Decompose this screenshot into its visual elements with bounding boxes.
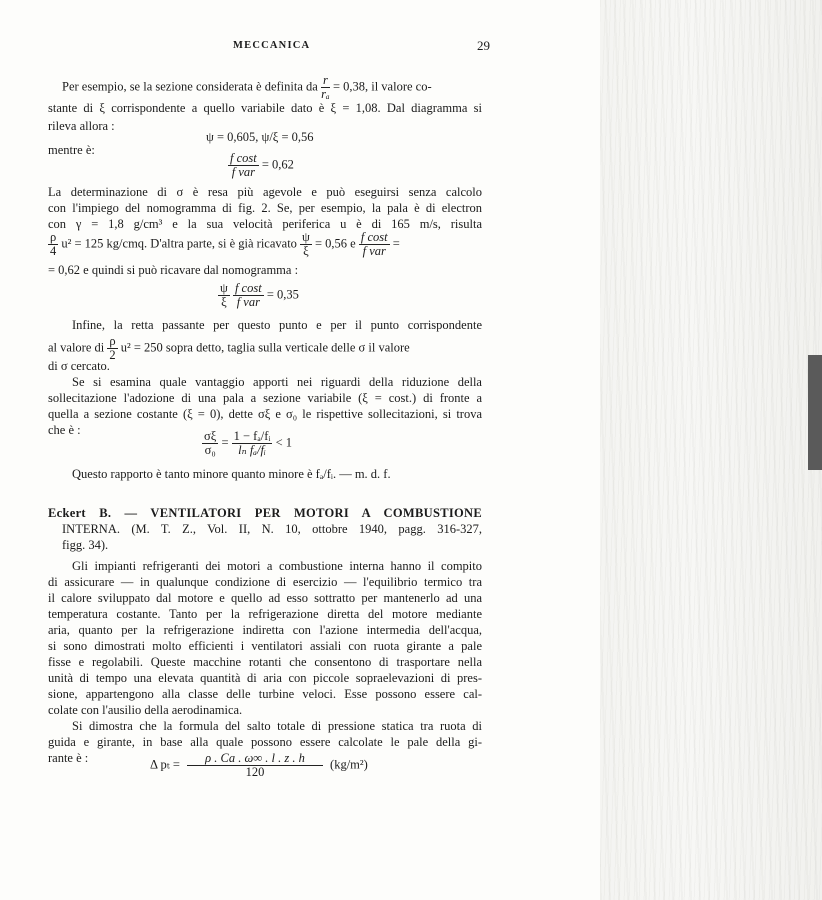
header-title: MECCANICA	[233, 40, 311, 51]
fraction-denominator: 2	[109, 348, 116, 362]
fraction-denominator: rₐ	[321, 87, 330, 101]
text-line: unità di tempo una elevata quantità di aria con piccole sopraelevazioni di pres-	[48, 671, 482, 685]
fraction	[233, 282, 264, 309]
text-line: con γ = 1,8 g/cm³ e la sua velocità periferica u è di 165 m/s, risulta	[48, 217, 482, 231]
equation-unit: (kg/m²)	[330, 757, 368, 772]
fraction	[202, 430, 218, 457]
equation-value: = 0,62	[261, 157, 294, 172]
text-line: Si dimostra che la formula del salto totale di pressione statica tra ruota di	[72, 719, 482, 733]
fraction	[228, 152, 259, 179]
fraction-denominator: ξ	[221, 295, 227, 309]
fraction-numerator: 1 − fₐ/fᵢ	[233, 429, 271, 443]
fraction-denominator: ξ	[303, 244, 309, 258]
text-line: con l'impiego del nomogramma di fig. 2. Se, per esempio, la pala è di electron	[48, 201, 482, 215]
text-line	[48, 231, 400, 258]
equation-lhs: Δ pₜ =	[150, 757, 180, 772]
text-line: Gli impianti refrigeranti dei motori a combustione interna hanno il compito	[72, 559, 482, 573]
text-line: di assicurare — in qualunque condizione di esercizio — l'equilibrio termico tra	[48, 575, 482, 589]
text-line: quella a sezione costante (ξ = 0), dette σξ e σ₀ le rispettive sollecitazioni, si trova	[48, 407, 482, 421]
fraction	[218, 282, 230, 309]
text-span: = 0,56 e	[315, 236, 356, 251]
equation	[150, 752, 368, 779]
equation-value: = 0,35	[266, 287, 299, 302]
text-line: guida e girante, in base alla quale possono essere calcolate le pale della gi-	[48, 735, 482, 749]
text-span: Per esempio, se la sezione considerata è definita da	[62, 79, 318, 94]
text-line: temperatura costante. Tanto per la refrigerazione diretta del motore mediante	[48, 607, 482, 621]
fraction-denominator: 120	[245, 765, 265, 779]
article-heading: Eckert B. — VENTILATORI PER MOTORI A COMBUSTIONE	[48, 506, 482, 520]
fraction-numerator: f cost	[230, 151, 257, 165]
equation	[228, 152, 294, 179]
fraction	[359, 231, 390, 258]
text-line: = 0,62 e quindi si può ricavare dal nomogramma :	[48, 263, 299, 277]
fraction-numerator: ψ	[302, 230, 310, 244]
fraction	[321, 74, 330, 101]
text-line: si sono dimostrati molto efficienti i ventilatori assiali con ruota girante a pale	[48, 639, 482, 653]
page-stack-edge	[600, 0, 822, 900]
fraction-denominator: f var	[362, 244, 386, 258]
fraction	[48, 231, 58, 258]
text-span: u² = 250 sopra detto, taglia sulla verticale delle σ il valore	[120, 340, 410, 355]
text-span: = 0,38, il valore co-	[332, 79, 432, 94]
fraction-numerator: σξ	[204, 429, 217, 443]
fraction-numerator: f cost	[234, 281, 262, 295]
text-line: sollecitazione l'adozione di una pala a sezione variabile (ξ = cost.) di fronte a	[48, 391, 482, 405]
text-span: =	[392, 236, 400, 251]
page-header	[48, 38, 490, 56]
text-line	[62, 74, 432, 101]
equation-value: < 1	[275, 435, 292, 450]
page-number: 29	[477, 38, 490, 53]
text-line: Questo rapporto è tanto minore quanto minore è fₐ/fᵢ. — m. d. f.	[72, 467, 391, 481]
fraction-numerator: r	[322, 73, 328, 87]
fraction-numerator: ψ	[220, 281, 228, 295]
text-line: Infine, la retta passante per questo punto e per il punto corrispondente	[72, 318, 482, 332]
article-citation: INTERNA. (M. T. Z., Vol. II, N. 10, ottobre 1940, pagg. 316-327,	[62, 522, 482, 536]
text-line: Se si esamina quale vantaggio apporti nei riguardi della riduzione della	[72, 375, 482, 389]
fraction-numerator: ρ	[109, 334, 116, 348]
equation	[202, 430, 292, 457]
equation-operator: =	[221, 435, 229, 450]
text-line: che è :	[48, 423, 81, 437]
fraction-numerator: f cost	[360, 230, 388, 244]
text-line: mentre è:	[48, 143, 95, 157]
article-citation: figg. 34).	[62, 538, 109, 552]
text-line: colate con l'ausilio della aerodinamica.	[48, 703, 243, 717]
text-line: di σ cercato.	[48, 359, 110, 373]
text-span: u² = 125 kg/cmq. D'altra parte, si è già ricavato	[61, 236, 297, 251]
text-line: il calore sviluppato dal motore e quello ad esso sottratto per mantenerlo ad una	[48, 591, 482, 605]
fraction-denominator: σ₀	[204, 443, 216, 457]
fraction	[187, 752, 323, 779]
text-line: stante di ξ corrispondente a quello variabile dato è ξ = 1,08. Dal diagramma si	[48, 101, 482, 115]
text-span: al valore di	[48, 340, 105, 355]
equation	[218, 282, 299, 309]
equation: ψ = 0,605, ψ/ξ = 0,56	[206, 130, 314, 144]
fraction	[300, 231, 312, 258]
text-line: rileva allora :	[48, 119, 115, 133]
fraction-denominator: f var	[231, 165, 255, 179]
fraction	[232, 430, 273, 457]
binding-shadow	[808, 355, 822, 470]
fraction-numerator: ρ . Ca . ω∞ . l . z . h	[187, 752, 323, 766]
fraction-denominator: 4	[50, 244, 57, 258]
fraction-numerator: ρ	[50, 230, 57, 244]
text-line: rante è :	[48, 751, 89, 765]
text-line: fisse e regolabili. Queste macchine rotanti che consentono di trasportare nella	[48, 655, 482, 669]
text-line: aria, quanto per la refrigerazione indiretta con l'azione intermedia dell'acqua,	[48, 623, 482, 637]
text-line: sione, appartengono alla classe delle turbine veloci. Esse possono essere cal-	[48, 687, 482, 701]
fraction-denominator: f var	[236, 295, 260, 309]
fraction-denominator: lₙ fₐ/fᵢ	[238, 443, 266, 457]
text-line: La determinazione di σ è resa più agevole e può eseguirsi senza calcolo	[48, 185, 482, 199]
